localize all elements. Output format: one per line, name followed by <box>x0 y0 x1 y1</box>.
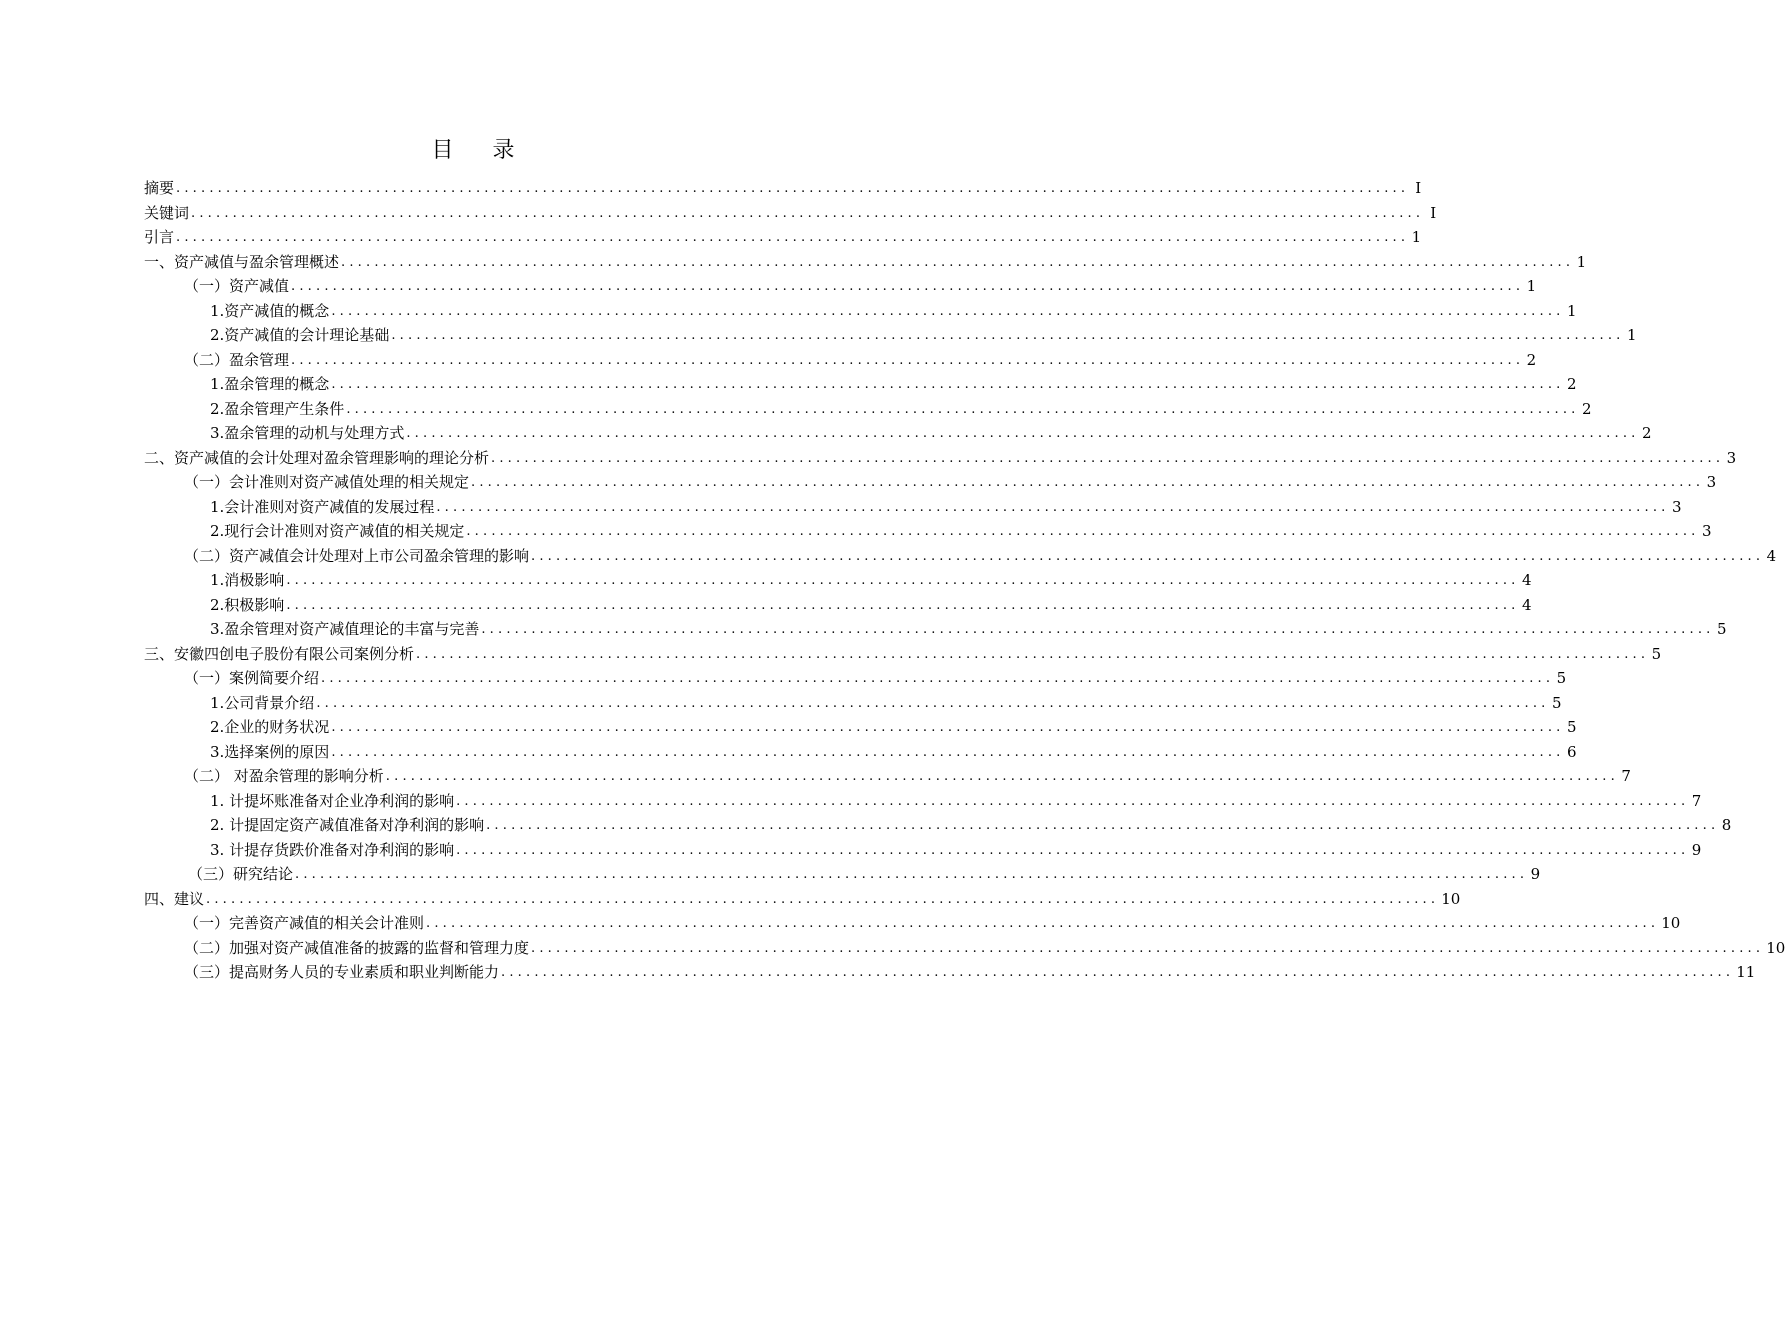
toc-entry[interactable] <box>144 421 1652 446</box>
toc-entry-label: 2.现行会计准则对资产减值的相关规定 <box>210 522 465 540</box>
toc-entry-page-number: 3 <box>1726 448 1737 467</box>
toc-entry-label: 2.积极影响 <box>210 595 285 614</box>
dot-leader: .................................................................................................................................................... <box>456 842 1690 858</box>
dot-leader: .................................................................................................................................................... <box>471 475 1705 490</box>
toc-entry-page-number: Ⅰ <box>1415 179 1422 197</box>
dot-leader: .................................................................................................................................................... <box>321 671 1555 686</box>
dot-leader: .................................................................................................................................................... <box>436 499 1670 515</box>
dot-leader: .................................................................................................................................................... <box>491 450 1725 466</box>
toc-entry-page-number: 4 <box>1766 546 1777 565</box>
dot-leader: .................................................................................................................................................... <box>316 695 1550 711</box>
toc-entry-page-number: 1 <box>1566 301 1577 320</box>
toc-entry[interactable] <box>144 544 1777 569</box>
toc-list <box>144 176 1785 985</box>
dot-leader: .................................................................................................................................................... <box>176 181 1410 196</box>
toc-entry-page-number: 3 <box>1701 522 1712 540</box>
toc-entry-page-number: 5 <box>1551 693 1562 712</box>
toc-entry[interactable] <box>144 740 1577 765</box>
toc-entry-label: 1.公司背景介绍 <box>210 693 315 712</box>
toc-entry[interactable] <box>144 348 1537 373</box>
toc-entry[interactable] <box>144 764 1631 789</box>
dot-leader: .................................................................................................................................................... <box>406 426 1640 441</box>
toc-entry-label: 3.选择案例的原因 <box>210 742 330 761</box>
toc-entry-page-number: 3 <box>1671 497 1682 516</box>
toc-entry-label: 引言 <box>144 228 175 246</box>
dot-leader: .................................................................................................................................................... <box>416 646 1650 662</box>
toc-entry[interactable] <box>144 372 1577 397</box>
toc-entry-page-number: 5 <box>1556 669 1567 687</box>
toc-entry-page-number: 5 <box>1651 644 1662 663</box>
toc-entry-page-number: 3 <box>1706 473 1717 491</box>
toc-entry-label: 1.消极影响 <box>210 571 285 589</box>
toc-entry[interactable] <box>144 813 1732 838</box>
toc-entry-label: （三）研究结论 <box>188 865 294 883</box>
toc-entry-page-number: 5 <box>1716 620 1727 638</box>
toc-entry-label: 四、建议 <box>144 889 205 908</box>
dot-leader: .................................................................................................................................................... <box>331 720 1565 735</box>
toc-entry-page-number: 1 <box>1576 252 1587 271</box>
dot-leader: .................................................................................................................................................... <box>291 279 1525 294</box>
toc-entry-label: 3. 计提存货跌价准备对净利润的影响 <box>210 840 455 859</box>
dot-leader: .................................................................................................................................................... <box>531 548 1765 564</box>
toc-entry[interactable] <box>144 225 1422 250</box>
dot-leader: .................................................................................................................................................... <box>486 818 1720 833</box>
toc-entry-page-number: 9 <box>1530 865 1541 883</box>
dot-leader: .................................................................................................................................................... <box>295 867 1529 882</box>
toc-entry-page-number: 2 <box>1566 375 1577 393</box>
toc-entry-page-number: 1 <box>1626 326 1637 344</box>
dot-leader: .................................................................................................................................................... <box>391 328 1625 343</box>
toc-entry-label: 2. 计提固定资产减值准备对净利润的影响 <box>210 816 485 834</box>
toc-entry[interactable] <box>144 176 1422 201</box>
toc-entry-page-number: Ⅰ <box>1430 203 1437 222</box>
dot-leader: .................................................................................................................................................... <box>341 254 1575 270</box>
dot-leader: .................................................................................................................................................... <box>331 303 1565 319</box>
toc-entry-page-number: 2 <box>1526 350 1537 369</box>
toc-entry-page-number: 7 <box>1621 767 1631 785</box>
toc-entry[interactable] <box>144 789 1702 814</box>
dot-leader: .................................................................................................................................................... <box>466 524 1700 539</box>
toc-entry-page-number: 7 <box>1691 791 1702 810</box>
dot-leader: .................................................................................................................................................... <box>176 230 1410 245</box>
toc-entry-page-number: 10 <box>1766 938 1785 957</box>
toc-entry[interactable] <box>144 862 1541 887</box>
toc-entry[interactable] <box>144 446 1737 471</box>
toc-entry[interactable] <box>144 887 1461 912</box>
toc-entry-label: （一）完善资产减值的相关会计准则 <box>184 914 425 932</box>
toc-entry-page-number: 10 <box>1441 889 1461 908</box>
dot-leader: .................................................................................................................................................... <box>346 401 1580 417</box>
toc-entry-label: （一）资产减值 <box>184 277 290 295</box>
toc-entry-label: （二）加强对资产减值准备的披露的监督和管理力度 <box>184 938 530 957</box>
toc-entry-label: （二） 对盈余管理的影响分析 <box>184 767 384 785</box>
toc-entry-label: （二）资产减值会计处理对上市公司盈余管理的影响 <box>184 546 530 565</box>
dot-leader: .................................................................................................................................................... <box>501 965 1735 980</box>
toc-entry-label: 1.资产减值的概念 <box>210 301 330 320</box>
dot-leader: .................................................................................................................................................... <box>191 205 1425 221</box>
toc-entry-page-number: 11 <box>1736 963 1756 981</box>
toc-entry-label: 二、资产减值的会计处理对盈余管理影响的理论分析 <box>144 448 490 467</box>
toc-entry[interactable] <box>144 666 1567 691</box>
dot-leader: .................................................................................................................................................... <box>531 940 1765 956</box>
toc-entry-label: 1.盈余管理的概念 <box>210 375 330 393</box>
toc-entry-label: （三）提高财务人员的专业素质和职业判断能力 <box>184 963 500 981</box>
toc-entry-label: 关键词 <box>144 203 190 222</box>
toc-entry-page-number: 4 <box>1521 595 1532 614</box>
toc-title: 目 录 <box>431 138 531 163</box>
toc-entry-label: 摘要 <box>144 179 175 197</box>
toc-entry-page-number: 2 <box>1581 399 1592 418</box>
toc-entry[interactable] <box>144 715 1577 740</box>
toc-entry-page-number: 2 <box>1641 424 1652 442</box>
toc-entry[interactable] <box>144 617 1727 642</box>
toc-entry[interactable] <box>144 470 1717 495</box>
dot-leader: .................................................................................................................................................... <box>286 573 1520 588</box>
toc-entry[interactable] <box>144 495 1682 520</box>
dot-leader: .................................................................................................................................................... <box>331 744 1565 760</box>
toc-entry[interactable] <box>144 397 1592 422</box>
toc-entry-label: 2.盈余管理产生条件 <box>210 399 345 418</box>
toc-entry[interactable] <box>144 838 1702 863</box>
dot-leader: .................................................................................................................................................... <box>206 891 1440 907</box>
dot-leader: .................................................................................................................................................... <box>481 622 1715 637</box>
toc-entry-label: 2.企业的财务状况 <box>210 718 330 736</box>
toc-entry-label: 三、安徽四创电子股份有限公司案例分析 <box>144 644 415 663</box>
toc-entry[interactable] <box>144 250 1587 275</box>
toc-entry-label: （一）案例简要介绍 <box>184 669 320 687</box>
toc-entry-page-number: 8 <box>1721 816 1732 834</box>
toc-entry[interactable] <box>144 299 1577 324</box>
toc-entry-label: 2.资产减值的会计理论基础 <box>210 326 390 344</box>
toc-entry-label: 1. 计提坏账准备对企业净利润的影响 <box>210 791 455 810</box>
toc-entry[interactable] <box>144 911 1681 936</box>
toc-entry-page-number: 4 <box>1521 571 1532 589</box>
toc-entry[interactable] <box>144 960 1756 985</box>
toc-entry-page-number: 5 <box>1566 718 1577 736</box>
toc-entry[interactable] <box>144 593 1532 618</box>
toc-entry[interactable] <box>144 274 1537 299</box>
toc-entry-label: （一）会计准则对资产减值处理的相关规定 <box>184 473 470 491</box>
toc-entry-page-number: 1 <box>1411 228 1422 246</box>
toc-entry-label: 3.盈余管理的动机与处理方式 <box>210 424 405 442</box>
dot-leader: .................................................................................................................................................... <box>286 597 1520 613</box>
dot-leader: .................................................................................................................................................... <box>456 793 1690 809</box>
dot-leader: .................................................................................................................................................... <box>385 769 1619 784</box>
toc-entry[interactable] <box>144 323 1637 348</box>
dot-leader: .................................................................................................................................................... <box>331 377 1565 392</box>
dot-leader: .................................................................................................................................................... <box>426 916 1660 931</box>
toc-entry-page-number: 9 <box>1691 840 1702 859</box>
toc-entry-label: （二）盈余管理 <box>184 350 290 369</box>
toc-entry[interactable] <box>144 519 1712 544</box>
dot-leader: .................................................................................................................................................... <box>291 352 1525 368</box>
toc-entry-label: 一、资产减值与盈余管理概述 <box>144 252 340 271</box>
toc-entry[interactable] <box>144 201 1437 226</box>
toc-entry-label: 1.会计准则对资产减值的发展过程 <box>210 497 435 516</box>
toc-entry[interactable] <box>144 642 1662 667</box>
toc-entry-page-number: 1 <box>1526 277 1537 295</box>
toc-entry[interactable] <box>144 936 1785 961</box>
toc-entry-label: 3.盈余管理对资产减值理论的丰富与完善 <box>210 620 480 638</box>
toc-entry[interactable] <box>144 691 1562 716</box>
toc-entry-page-number: 6 <box>1566 742 1577 761</box>
toc-entry[interactable] <box>144 568 1532 593</box>
toc-entry-page-number: 10 <box>1661 914 1681 932</box>
